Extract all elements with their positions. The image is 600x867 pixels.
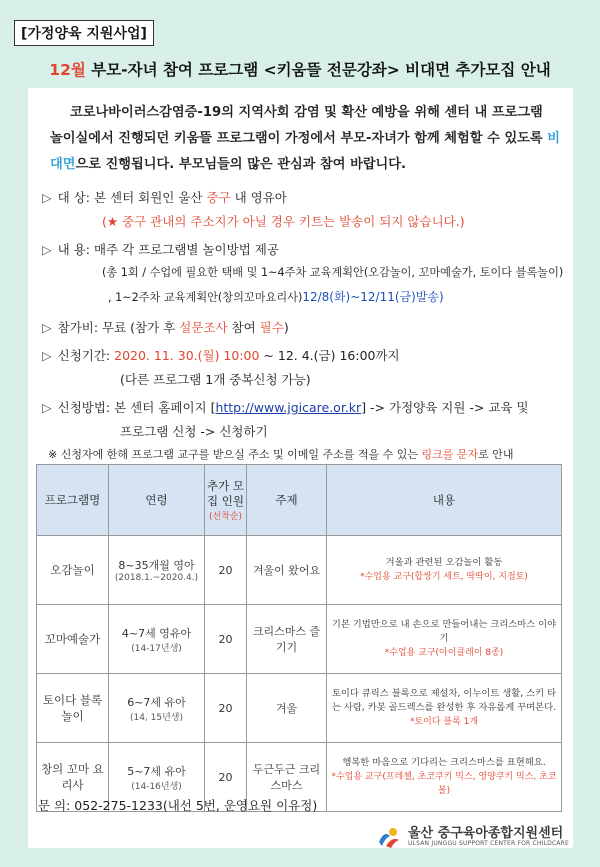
program-count: 20	[205, 743, 247, 812]
fee-text-2: 참여	[227, 320, 260, 335]
triangle-bullet-icon: ▷	[42, 242, 52, 257]
notice-link-sms: 링크를 문자	[421, 448, 479, 461]
age-text: 5~7세 유아	[127, 764, 186, 778]
content-desc: 겨울과 관련된 오감놀이 활동	[385, 557, 503, 568]
fee-text: 무료 (참가 후	[102, 320, 180, 335]
title-month: 12월	[49, 61, 86, 79]
program-name: 오감놀이	[37, 536, 109, 605]
program-content	[327, 743, 562, 812]
center-name-english: ULSAN JUNGGU SUPPORT CENTER FOR CHILDCARE	[408, 840, 570, 847]
program-age	[109, 605, 205, 674]
content-sub-2	[108, 288, 444, 305]
program-age	[109, 674, 205, 743]
page-title	[0, 58, 600, 80]
header-theme: 주제	[247, 465, 327, 536]
triangle-bullet-icon: ▷	[42, 320, 52, 335]
period-start: 2020. 11. 30.(월) 10:00	[114, 348, 260, 363]
category-tag: [가정양육 지원사업]	[14, 20, 154, 46]
fee-row	[42, 318, 289, 336]
age-text: 6~7세 유아	[127, 695, 186, 709]
intro-text-1: 코로나바이러스감염증-19의 지역사회 감염 및 확산 예방을 위해 센터 내 프로그램 놀이실에서 진행되던 키움뜰 프로그램이 가정에서 부모-자녀가 함께 체험할 수 있도록	[50, 105, 548, 146]
target-note: (★ 중구 관내의 주소지가 아닐 경우 키트는 발송이 되지 않습니다.)	[102, 214, 465, 229]
notice-text-2: 로 안내	[478, 448, 514, 461]
header-content: 내용	[327, 465, 562, 536]
period-label: 신청기간:	[57, 348, 111, 363]
target-row	[42, 188, 287, 206]
period-row	[42, 346, 400, 364]
center-logo-icon	[376, 824, 402, 850]
header-age: 연령	[109, 465, 205, 536]
period-end: ~ 12. 4.(금) 16:00까지	[259, 348, 400, 363]
age-sub: (14-17년생)	[131, 643, 182, 654]
fee-text-3: )	[283, 320, 289, 335]
center-name-korean: 울산 중구육아종합지원센터	[408, 826, 564, 841]
table-row	[37, 674, 562, 743]
content-panel	[28, 88, 573, 848]
table-header-row	[37, 465, 562, 536]
content-row	[42, 240, 279, 258]
method-sub: 프로그램 신청 -> 신청하기	[120, 424, 268, 439]
content-desc: 행복한 마음으로 기다리는 크리스마스를 표현해요.	[342, 757, 546, 768]
table-row	[37, 605, 562, 674]
method-text-2: ] -> 가정양육 지원 -> 교육 및	[361, 400, 529, 415]
contact-info: 문 의: 052-275-1233(내선 5번, 운영요원 이유정)	[38, 798, 318, 813]
age-sub: (2018.1.~2020.4.)	[114, 573, 199, 583]
content-sub-1: (총 1회 / 수업에 필요한 택배 및 1~4주차 교육계획안(오감놀이, 꼬마예술가, 토이다 블록놀이)	[102, 266, 564, 279]
intro-paragraph	[50, 100, 560, 178]
program-content	[327, 674, 562, 743]
program-theme: 크리스마스 즐기기	[247, 605, 327, 674]
intro-text-2: 으로 진행됩니다. 부모님들의 많은 관심과 참여 바랍니다.	[75, 157, 407, 172]
title-text: 부모-자녀 참여 프로그램 <키움뜰 전문강좌> 비대면 추가모집 안내	[85, 61, 551, 79]
program-name: 토이다 블록놀이	[37, 674, 109, 743]
age-text: 4~7세 영유아	[121, 626, 192, 640]
program-table	[36, 464, 562, 812]
triangle-bullet-icon: ▷	[42, 400, 52, 415]
program-count: 20	[205, 536, 247, 605]
program-count: 20	[205, 674, 247, 743]
content-materials: *수업용 교구(아이클레이 8종)	[384, 648, 504, 658]
age-text: 8~35개월 영아	[118, 559, 195, 572]
program-theme: 겨울	[247, 674, 327, 743]
target-district: 중구	[206, 190, 231, 205]
program-count: 20	[205, 605, 247, 674]
content-sub-2a: , 1~2주차 교육계획안(창의꼬마요리사)	[108, 291, 303, 304]
content-materials: *수업용 교구(프레첼, 초코쿠키 믹스, 영양쿠키 믹스, 초코볼)	[331, 772, 557, 796]
program-theme: 두근두근 크리스마스	[247, 743, 327, 812]
method-label: 신청방법:	[57, 400, 111, 415]
method-row	[42, 398, 529, 416]
header-extra	[205, 465, 247, 536]
program-name: 창의 꼬마 요리사	[37, 743, 109, 812]
center-logo	[376, 822, 576, 852]
fee-survey: 설문조사	[179, 320, 228, 335]
program-content	[327, 536, 562, 605]
method-text: 본 센터 홈페이지 [	[114, 400, 216, 415]
program-name: 꼬마예술가	[37, 605, 109, 674]
program-age	[109, 536, 205, 605]
table-row	[37, 536, 562, 605]
target-label: 대 상:	[57, 190, 90, 205]
header-extra-note: (선착순)	[208, 511, 243, 522]
content-label: 내 용:	[57, 242, 90, 257]
content-materials: *토이다 블록 1개	[409, 717, 479, 727]
header-extra-label: 추가 모집 인원	[207, 478, 244, 508]
program-theme: 겨울이 왔어요	[247, 536, 327, 605]
age-sub: (14, 15년생)	[129, 712, 184, 723]
content-desc: 토이다 큐릭스 블록으로 제설차, 이누이트 생활, 스키 타는 사람, 카봇 골드렉스를 완성한 후 자유롭게 꾸며본다.	[331, 688, 557, 713]
notice-row	[48, 446, 513, 462]
age-sub: (14-16년생)	[131, 781, 182, 792]
period-sub: (다른 프로그램 1개 중복신청 가능)	[120, 372, 311, 387]
intro-highlight: 비대면	[50, 131, 561, 172]
notice-text: ※ 신청자에 한해 프로그램 교구를 받으실 주소 및 이메일 주소를 적을 수 있는	[48, 448, 422, 461]
target-text-2: 내 영유아	[230, 190, 287, 205]
triangle-bullet-icon: ▷	[42, 190, 52, 205]
header-program: 프로그램명	[37, 465, 109, 536]
content-desc: 기본 기법만으로 내 손으로 만들어내는 크리스마스 이야기	[331, 619, 557, 644]
program-content	[327, 605, 562, 674]
content-ship-date: 12/8(화)~12/11(금)발송)	[302, 290, 444, 304]
content-materials: *수업용 교구(합쌍기 세트, 딱딱이, 지점토)	[360, 572, 528, 582]
content-text: 매주 각 프로그램별 놀이방법 제공	[93, 242, 279, 257]
target-text: 본 센터 회원인 울산	[93, 190, 207, 205]
homepage-link[interactable]: http://www.jgicare.or.kr	[215, 400, 362, 415]
fee-required: 필수	[259, 320, 284, 335]
fee-label: 참가비:	[57, 320, 99, 335]
triangle-bullet-icon: ▷	[42, 348, 52, 363]
